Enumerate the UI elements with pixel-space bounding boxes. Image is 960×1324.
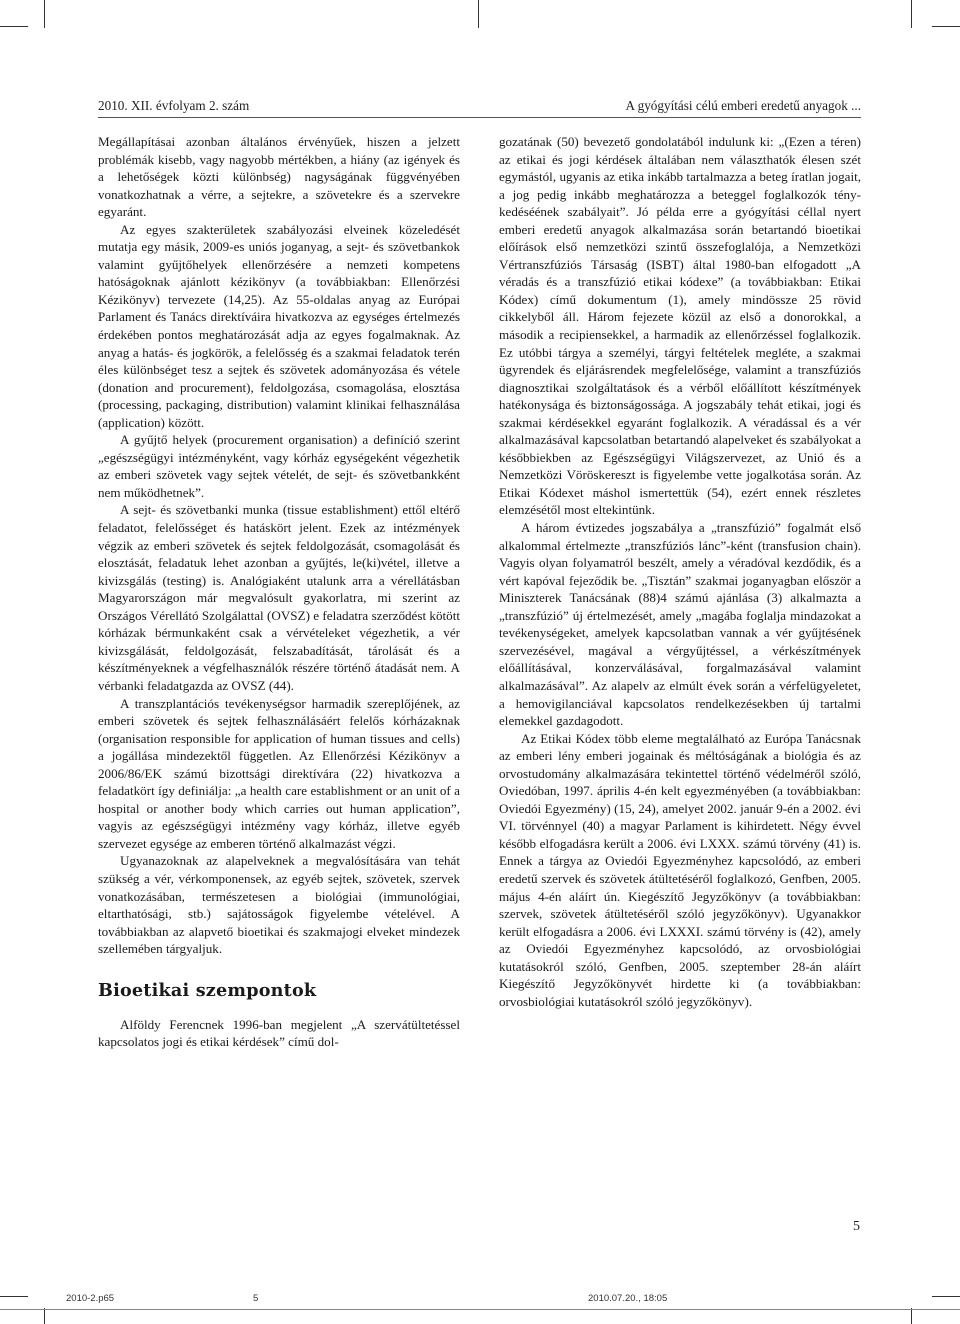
running-header [98,97,861,115]
slug-timestamp: 2010.07.20., 18:05 [588,1293,668,1304]
crop-mark [0,1296,28,1297]
paragraph: Az Etikai Kódex több eleme megtalálható az Európa Tanácsnak az emberi lény emberi jogainak és méltóságának a biológia és az orvostudomány alkalmazására tekintettel történő védelméről szóló, Oviedóban, 1997. április 4-én kelt egyezményében (a továbbiakban: Oviedói Egyezmény) (15, 24), amelyet 2002. január 9-én a 2002. évi VI. törvénnyel (40) a magyar Parlament is kihirdetett. Négy évvel később elfogadásra került a 2006. évi LXXX. számú törvény (41) is. Ennek a tárgya az Oviedói Egyezményhez kapcsolódó, az emberi eredetű szervek és szövetek átültetéséről foglalkozó, Genfben, 2005. május 4-én aláírt ún. Kiegészítő Jegyzőkönyv (a továbbiakban: szervek, szövetek átültetéséről szóló jegyzőkönyv). Ugyanakkor került elfogadásra a 2006. évi LXXXI. számú törvény is (42), amely az Oviedói Egyezményhez kapcsolódó, az orvosbiológiai kutatásokról szóló, Genfben, 2005. szeptember 28-án aláírt Kiegészítő Jegyzőkönyvét hirdette ki (a továbbiakban: orvosbiológiai kutatásokról szóló jegyzőkönyv). [499,730,861,1009]
paragraph: gozatának (50) bevezető gondolatából indulunk ki: „(Ezen a téren) az etikai és jogi kérdések általában nem választhatók élesen szét egymástól, ugyanis az etika inkább tartalmazza a beteg íratlan jogait, a jog pedig inkább meghatározza a beteggel foglalkozók ténykedéséének szabályait”. Jó példa erre a gyógyítási céllal nyert emberi eredetű anyagok alkalmazása során betartandó bioetikai előírások első nemzetközi szintű összefoglalója, a Nemzetközi Vértranszfúziós Társaság (ISBT) által 1980-ban elfogadott „A véradás és a transzfúzió etikai kódexe” (a továbbiakban: Etikai Kódex) című dokumentum (1), amely mindössze 25 rövid cikkelyből áll. Három fejezete közül az első a donorokkal, a második a recipiensekkel, a harmadik az ellenőrzéssel foglalkozik. Ez utóbbi tárgya a személyi, tárgyi feltételek megléte, a szakmai ügyrendek és eljárásrendek megfelelősége, valamint a transzfúziós diagnosztikai szolgáltatások és a vérből előállított készítmények hatékonysága és biztonságossága. A jogszabály tehát etikai, jogi és szakmai kérdésekkel egyaránt foglalkozik. A véradással és a vér alkalmazásával kapcsolatban betartandó alapelveket és szabályokat a későbbiekben az Egészségügyi Világszervezet, az Unió és a Nemzetközi Vöröskereszt is figyelembe vette jogalkotása során. Az Etikai Kódexet máshol ismertettük (54), ezért ennek részletes elemzésétől most eltekintünk. [499,134,861,518]
paragraph: Ugyanazoknak az alapelveknek a megvalósítására van tehát szükség a vér, vérkomponensek, az egyéb sejtek, szövetek, szervek vonatkozásában, természetesen a biológiai (immunológiai, eltarthatósági, stb.) sajátosságok figyelembe vételével. A továbbiakban az alapvető bioetikai és szakmajogi elveket mindezek szellemében tárgyaljuk. [98,853,460,957]
paragraph: A gyűjtő helyek (procurement organisation) a definíció szerint „egészségügyi intézményként, vagy kórház egységeként végezhetik az emberi szövetek vagy sejtek vételét, de sejt- és szövetbankként nem működhetnek”. [98,432,460,500]
paragraph: A transzplantációs tevékenységsor harmadik szereplőjének, az emberi szövetek és sejtek felhasználásáért felelős kórházaknak (organisation responsible for application of human tissues and cells) a jogállása mindezektől független. Az Ellenőrzési Kézikönyv a 2006/86/EK számú bizottsági direktívára (22) hivatkozva a feladatkört így definiálja: „a health care establishment or an unit of a hospital or another body which carries out human application”, vagyis az egészségügyi intézmény vagy kórház, illetve egyéb szervezet egysége az emberen történő alkalmazást végzi. [98,695,460,851]
paragraph: A három évtizedes jogszabálya a „transzfúzió” fogalmát első alkalommal értelmezte „transzfúziós lánc”-ként (transfusion chain). Vagyis olyan folyamatról beszélt, amely a véradóval kezdődik, és a vért kapóval fejeződik be. „Tisztán” szakmai joganyagban először a Miniszterek Tanácsának (88)4 számú ajánlása (3) alkalmazta a „transzfúzió” új értelmezését, amely „magába foglalja mindazokat a tevékenységeket, amelyek kapcsolatban vannak a vér gyűjtésének szervezésével, magával a vérgyűjtéssel, a vérkészítmények előállításával, konzerválásával, forgalmazásával valamint alkalmazásával”. Az alapelv az elmúlt évek során a vérfelügyeletet, a hemovigilanciával kapcsolatos rendelkezésekben új tartalmi elemekkel gazdagodott. [499,520,861,729]
slug-rule [0,1309,960,1310]
crop-mark [911,0,912,28]
header-rule [98,117,861,118]
slug-filename: 2010-2.p65 [66,1293,115,1304]
section-heading: Bioetikai szempontok [98,979,317,1001]
crop-mark [911,1308,912,1324]
paragraph: Alföldy Ferencnek 1996-ban megjelent „A szervátültetéssel kapcsolatos jogi és etikai kérdések” című dol- [98,1016,460,1050]
paragraph: Megállapításai azonban általános érvényűek, hiszen a jelzett problémák kisebb, vagy nagyobb mértékben, a hiány (az igények és a lehetőségek közti különbség) nagyságának függvényében vonatkozhatnak a vérre, a sejtekre, a szövetekre és a szervekre egyaránt. [98,134,460,220]
journal-issue: 2010. XII. évfolyam 2. szám [98,98,250,113]
paragraph: A sejt- és szövetbanki munka (tissue establishment) ettől eltérő feladatot, felelősséget és hatáskört jelent. Ezek az intézmények végzik az emberi szövetek és sejtek feldolgozását, csomagolását és elosztását, feladatuk lehet azonban a gyűjtés, le(ki)vétel, illetve a kivizsgálás (testing) is. Analógiaként utalunk arra a vérellátásban Magyarországon már megvalósult gyakorlatra, mi szerint az Országos Vérellátó Szolgálattal (OVSZ) e feladatra szerződést kötött kórházak bérmunkaként csak a vérvételeket végezhetik, a vér kivizsgálását, feldolgozását, felszabadítását, tárolását és a készítményeknek a végfelhasználók részére történő átadását nem. A vérbanki feladatgazda az OVSZ (44). [98,502,460,693]
page-number: 5 [853,1219,860,1234]
left-column [98,133,460,1051]
article-running-title: A gyógyítási célú emberi eredetű anyagok ... [625,98,861,113]
crop-mark [478,0,479,28]
crop-mark [44,0,45,28]
crop-mark [44,1308,45,1324]
right-column [499,133,861,1010]
crop-mark [0,26,28,27]
slug-page: 5 [253,1293,259,1304]
crop-mark [932,26,960,27]
crop-mark [932,1296,960,1297]
paragraph: Az egyes szakterületek szabályozási elveinek közeledését mutatja egy másik, 2009-es uniós joganyag, a sejt- és szövetbankok valamint gyűjtőhelyek ellenőrzésére a nemzeti kompetens hatóságoknak ajánlott kézikönyv (a továbbiakban: Ellenőrzési Kézikönyv) tervezete (14,25). Az 55-oldalas anyag az Európai Parlament és Tanács direktíváira hivatkozva az egységes értelmezés érdekében pontos meghatározását adja az egyes fogalmaknak. Az anyag a hatás- és jogkörök, a felelősség és a szakmai feladatok terén éles különbséget tesz a sejtek és szövetek adományozása és vétele (donation and procurement), feldolgozása, csomagolása, elosztása (processing, packaging, distribution) valamint klinikai felhasználása (application) között. [98,221,460,430]
